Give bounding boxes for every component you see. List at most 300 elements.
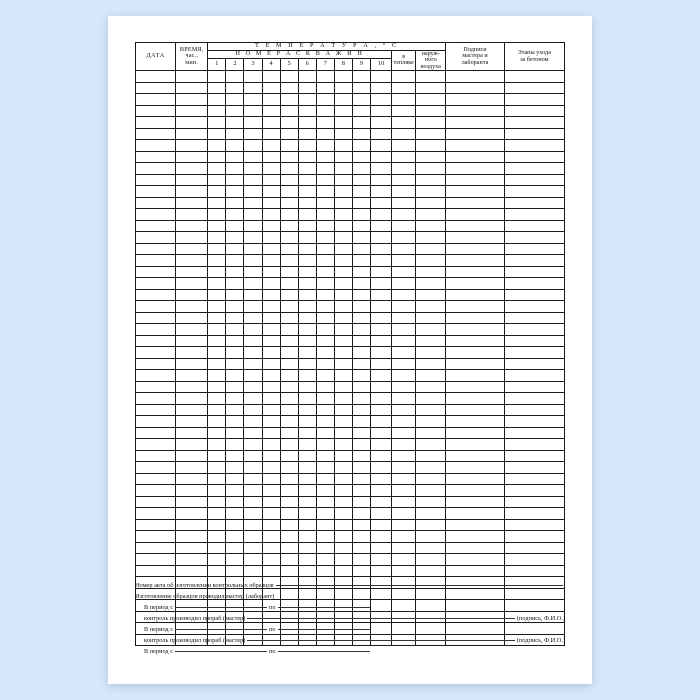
table-cell[interactable] [280, 312, 298, 324]
table-cell[interactable] [352, 105, 370, 117]
table-cell[interactable] [371, 531, 392, 543]
table-cell[interactable] [208, 312, 226, 324]
table-cell[interactable] [416, 393, 446, 405]
table-cell[interactable] [298, 508, 316, 520]
table-cell[interactable] [316, 82, 334, 94]
table-cell[interactable] [262, 473, 280, 485]
table-cell[interactable] [176, 151, 208, 163]
table-cell[interactable] [446, 151, 504, 163]
table-cell[interactable] [316, 289, 334, 301]
table-cell[interactable] [334, 301, 352, 313]
table-cell[interactable] [208, 439, 226, 451]
table-cell[interactable] [334, 128, 352, 140]
table-cell[interactable] [392, 381, 416, 393]
table-cell[interactable] [446, 439, 504, 451]
table-cell[interactable] [226, 278, 244, 290]
table-cell[interactable] [371, 565, 392, 577]
table-cell[interactable] [316, 232, 334, 244]
table-cell[interactable] [334, 554, 352, 566]
table-cell[interactable] [446, 163, 504, 175]
table-cell[interactable] [446, 393, 504, 405]
table-cell[interactable] [208, 485, 226, 497]
table-cell[interactable] [371, 82, 392, 94]
table-cell[interactable] [244, 324, 262, 336]
table-cell[interactable] [208, 278, 226, 290]
table-cell[interactable] [334, 209, 352, 221]
table-cell[interactable] [226, 94, 244, 106]
table-cell[interactable] [371, 278, 392, 290]
table-cell[interactable] [176, 485, 208, 497]
table-cell[interactable] [208, 462, 226, 474]
table-cell[interactable] [352, 220, 370, 232]
table-cell[interactable] [334, 151, 352, 163]
table-cell[interactable] [176, 462, 208, 474]
table-cell[interactable] [298, 450, 316, 462]
table-cell[interactable] [244, 347, 262, 359]
table-cell[interactable] [280, 105, 298, 117]
table-cell[interactable] [176, 220, 208, 232]
table-cell[interactable] [136, 416, 176, 428]
table-cell[interactable] [136, 496, 176, 508]
table-cell[interactable] [446, 209, 504, 221]
table-cell[interactable] [262, 485, 280, 497]
table-cell[interactable] [280, 266, 298, 278]
table-cell[interactable] [446, 266, 504, 278]
table-cell[interactable] [208, 94, 226, 106]
table-cell[interactable] [352, 519, 370, 531]
table-cell[interactable] [298, 485, 316, 497]
table-cell[interactable] [334, 255, 352, 267]
table-cell[interactable] [226, 312, 244, 324]
table-cell[interactable] [280, 243, 298, 255]
table-cell[interactable] [262, 174, 280, 186]
table-cell[interactable] [280, 151, 298, 163]
table-cell[interactable] [352, 163, 370, 175]
table-cell[interactable] [392, 370, 416, 382]
table-cell[interactable] [280, 554, 298, 566]
table-cell[interactable] [352, 324, 370, 336]
table-cell[interactable] [280, 140, 298, 152]
table-cell[interactable] [298, 324, 316, 336]
table-cell[interactable] [392, 117, 416, 129]
table-cell[interactable] [416, 554, 446, 566]
table-cell[interactable] [504, 416, 564, 428]
table-cell[interactable] [504, 209, 564, 221]
table-cell[interactable] [316, 485, 334, 497]
table-cell[interactable] [392, 347, 416, 359]
table-cell[interactable] [208, 301, 226, 313]
table-cell[interactable] [280, 82, 298, 94]
table-cell[interactable] [371, 266, 392, 278]
table-cell[interactable] [262, 312, 280, 324]
table-cell[interactable] [280, 278, 298, 290]
table-cell[interactable] [504, 370, 564, 382]
table-cell[interactable] [416, 128, 446, 140]
table-cell[interactable] [371, 462, 392, 474]
table-cell[interactable] [136, 542, 176, 554]
table-cell[interactable] [504, 450, 564, 462]
table-cell[interactable] [226, 462, 244, 474]
table-cell[interactable] [446, 462, 504, 474]
table-cell[interactable] [416, 312, 446, 324]
table-cell[interactable] [262, 324, 280, 336]
table-cell[interactable] [446, 243, 504, 255]
table-cell[interactable] [504, 404, 564, 416]
table-cell[interactable] [371, 347, 392, 359]
table-cell[interactable] [334, 370, 352, 382]
table-cell[interactable] [371, 105, 392, 117]
table-cell[interactable] [176, 450, 208, 462]
table-cell[interactable] [226, 404, 244, 416]
table-cell[interactable] [371, 439, 392, 451]
table-cell[interactable] [280, 117, 298, 129]
table-cell[interactable] [392, 496, 416, 508]
table-cell[interactable] [371, 289, 392, 301]
table-cell[interactable] [416, 255, 446, 267]
table-cell[interactable] [226, 508, 244, 520]
table-cell[interactable] [262, 266, 280, 278]
table-cell[interactable] [226, 393, 244, 405]
table-cell[interactable] [416, 266, 446, 278]
table-cell[interactable] [416, 416, 446, 428]
table-cell[interactable] [262, 393, 280, 405]
table-cell[interactable] [416, 243, 446, 255]
table-cell[interactable] [334, 105, 352, 117]
table-cell[interactable] [244, 220, 262, 232]
table-cell[interactable] [298, 140, 316, 152]
table-cell[interactable] [334, 278, 352, 290]
table-cell[interactable] [416, 82, 446, 94]
table-cell[interactable] [244, 531, 262, 543]
table-cell[interactable] [244, 358, 262, 370]
table-cell[interactable] [208, 335, 226, 347]
table-cell[interactable] [371, 416, 392, 428]
table-cell[interactable] [316, 105, 334, 117]
table-cell[interactable] [176, 324, 208, 336]
table-cell[interactable] [136, 393, 176, 405]
table-cell[interactable] [262, 565, 280, 577]
table-cell[interactable] [262, 404, 280, 416]
table-cell[interactable] [136, 232, 176, 244]
table-cell[interactable] [244, 105, 262, 117]
table-cell[interactable] [298, 531, 316, 543]
table-cell[interactable] [298, 209, 316, 221]
table-cell[interactable] [446, 554, 504, 566]
table-cell[interactable] [280, 439, 298, 451]
table-cell[interactable] [176, 278, 208, 290]
table-cell[interactable] [280, 347, 298, 359]
table-cell[interactable] [416, 450, 446, 462]
table-cell[interactable] [298, 301, 316, 313]
table-cell[interactable] [208, 450, 226, 462]
table-cell[interactable] [244, 335, 262, 347]
table-cell[interactable] [136, 531, 176, 543]
table-cell[interactable] [316, 312, 334, 324]
table-cell[interactable] [298, 519, 316, 531]
table-cell[interactable] [504, 289, 564, 301]
table-cell[interactable] [504, 554, 564, 566]
table-cell[interactable] [244, 128, 262, 140]
table-cell[interactable] [392, 324, 416, 336]
table-cell[interactable] [446, 473, 504, 485]
table-cell[interactable] [280, 358, 298, 370]
table-cell[interactable] [280, 71, 298, 83]
table-cell[interactable] [334, 186, 352, 198]
table-cell[interactable] [136, 485, 176, 497]
table-cell[interactable] [136, 151, 176, 163]
table-cell[interactable] [226, 485, 244, 497]
table-cell[interactable] [352, 358, 370, 370]
table-cell[interactable] [176, 94, 208, 106]
table-cell[interactable] [176, 289, 208, 301]
table-cell[interactable] [334, 485, 352, 497]
table-cell[interactable] [371, 427, 392, 439]
table-cell[interactable] [316, 324, 334, 336]
note-period-2-from-field[interactable] [175, 629, 267, 630]
table-cell[interactable] [244, 94, 262, 106]
table-cell[interactable] [316, 301, 334, 313]
table-cell[interactable] [316, 358, 334, 370]
table-cell[interactable] [280, 370, 298, 382]
table-cell[interactable] [352, 151, 370, 163]
table-cell[interactable] [136, 473, 176, 485]
table-cell[interactable] [244, 404, 262, 416]
table-cell[interactable] [392, 462, 416, 474]
table-cell[interactable] [136, 312, 176, 324]
table-cell[interactable] [392, 128, 416, 140]
table-cell[interactable] [262, 508, 280, 520]
table-cell[interactable] [504, 278, 564, 290]
table-cell[interactable] [504, 151, 564, 163]
table-cell[interactable] [446, 335, 504, 347]
table-cell[interactable] [208, 565, 226, 577]
table-cell[interactable] [280, 473, 298, 485]
table-cell[interactable] [176, 381, 208, 393]
table-cell[interactable] [392, 519, 416, 531]
table-cell[interactable] [280, 450, 298, 462]
table-cell[interactable] [316, 347, 334, 359]
table-cell[interactable] [504, 462, 564, 474]
table-cell[interactable] [504, 94, 564, 106]
table-cell[interactable] [416, 151, 446, 163]
table-cell[interactable] [226, 565, 244, 577]
table-cell[interactable] [208, 209, 226, 221]
table-cell[interactable] [280, 255, 298, 267]
table-cell[interactable] [504, 485, 564, 497]
note-period-1-from-field[interactable] [175, 607, 267, 608]
table-cell[interactable] [392, 278, 416, 290]
table-cell[interactable] [298, 255, 316, 267]
table-cell[interactable] [262, 82, 280, 94]
table-cell[interactable] [244, 542, 262, 554]
table-cell[interactable] [280, 404, 298, 416]
table-cell[interactable] [226, 266, 244, 278]
table-cell[interactable] [298, 197, 316, 209]
table-cell[interactable] [226, 128, 244, 140]
table-cell[interactable] [298, 358, 316, 370]
table-cell[interactable] [208, 473, 226, 485]
table-cell[interactable] [298, 404, 316, 416]
table-cell[interactable] [334, 404, 352, 416]
table-cell[interactable] [136, 266, 176, 278]
table-cell[interactable] [136, 220, 176, 232]
table-cell[interactable] [176, 542, 208, 554]
table-cell[interactable] [136, 209, 176, 221]
table-cell[interactable] [316, 335, 334, 347]
table-cell[interactable] [136, 324, 176, 336]
table-cell[interactable] [334, 140, 352, 152]
table-cell[interactable] [280, 301, 298, 313]
note-period-3-from-field[interactable] [175, 651, 267, 652]
table-cell[interactable] [446, 370, 504, 382]
table-cell[interactable] [208, 151, 226, 163]
table-cell[interactable] [416, 473, 446, 485]
table-cell[interactable] [392, 301, 416, 313]
table-cell[interactable] [298, 71, 316, 83]
table-cell[interactable] [244, 565, 262, 577]
table-cell[interactable] [371, 174, 392, 186]
table-cell[interactable] [226, 301, 244, 313]
table-cell[interactable] [298, 370, 316, 382]
table-cell[interactable] [416, 197, 446, 209]
table-cell[interactable] [504, 186, 564, 198]
note-period-3-to-field[interactable] [278, 651, 370, 652]
table-cell[interactable] [280, 289, 298, 301]
table-cell[interactable] [136, 255, 176, 267]
table-cell[interactable] [446, 105, 504, 117]
table-cell[interactable] [136, 554, 176, 566]
table-cell[interactable] [504, 255, 564, 267]
table-cell[interactable] [136, 140, 176, 152]
table-cell[interactable] [176, 335, 208, 347]
table-cell[interactable] [226, 289, 244, 301]
table-cell[interactable] [262, 358, 280, 370]
table-cell[interactable] [334, 232, 352, 244]
table-cell[interactable] [316, 278, 334, 290]
table-cell[interactable] [298, 347, 316, 359]
table-cell[interactable] [504, 220, 564, 232]
table-cell[interactable] [392, 427, 416, 439]
table-cell[interactable] [262, 220, 280, 232]
table-cell[interactable] [226, 255, 244, 267]
table-cell[interactable] [298, 542, 316, 554]
table-cell[interactable] [208, 347, 226, 359]
table-cell[interactable] [176, 266, 208, 278]
table-cell[interactable] [298, 151, 316, 163]
table-cell[interactable] [446, 450, 504, 462]
table-cell[interactable] [226, 163, 244, 175]
table-cell[interactable] [262, 462, 280, 474]
table-cell[interactable] [416, 71, 446, 83]
table-cell[interactable] [416, 232, 446, 244]
table-cell[interactable] [226, 186, 244, 198]
table-cell[interactable] [226, 151, 244, 163]
table-cell[interactable] [226, 324, 244, 336]
table-cell[interactable] [208, 531, 226, 543]
table-cell[interactable] [316, 508, 334, 520]
table-cell[interactable] [316, 531, 334, 543]
table-cell[interactable] [392, 255, 416, 267]
table-cell[interactable] [226, 197, 244, 209]
table-cell[interactable] [280, 508, 298, 520]
table-cell[interactable] [392, 450, 416, 462]
table-cell[interactable] [226, 496, 244, 508]
table-cell[interactable] [136, 301, 176, 313]
table-cell[interactable] [446, 531, 504, 543]
table-cell[interactable] [334, 243, 352, 255]
table-cell[interactable] [316, 174, 334, 186]
table-cell[interactable] [392, 197, 416, 209]
table-cell[interactable] [504, 542, 564, 554]
table-cell[interactable] [208, 393, 226, 405]
table-cell[interactable] [136, 462, 176, 474]
table-cell[interactable] [504, 105, 564, 117]
table-cell[interactable] [226, 209, 244, 221]
table-cell[interactable] [334, 220, 352, 232]
table-cell[interactable] [280, 232, 298, 244]
table-cell[interactable] [392, 393, 416, 405]
table-cell[interactable] [298, 163, 316, 175]
table-cell[interactable] [262, 94, 280, 106]
table-cell[interactable] [334, 531, 352, 543]
table-cell[interactable] [416, 531, 446, 543]
table-cell[interactable] [244, 151, 262, 163]
table-cell[interactable] [262, 140, 280, 152]
table-cell[interactable] [316, 117, 334, 129]
table-cell[interactable] [352, 393, 370, 405]
table-cell[interactable] [446, 186, 504, 198]
table-cell[interactable] [298, 94, 316, 106]
table-cell[interactable] [392, 416, 416, 428]
table-cell[interactable] [226, 450, 244, 462]
table-cell[interactable] [262, 427, 280, 439]
table-cell[interactable] [504, 243, 564, 255]
table-cell[interactable] [352, 416, 370, 428]
table-cell[interactable] [298, 554, 316, 566]
table-cell[interactable] [176, 554, 208, 566]
table-cell[interactable] [352, 427, 370, 439]
table-cell[interactable] [352, 71, 370, 83]
note-controller-2-field[interactable] [247, 640, 514, 641]
table-cell[interactable] [280, 531, 298, 543]
table-cell[interactable] [316, 496, 334, 508]
table-cell[interactable] [136, 82, 176, 94]
table-cell[interactable] [280, 163, 298, 175]
table-cell[interactable] [392, 220, 416, 232]
table-cell[interactable] [392, 151, 416, 163]
table-cell[interactable] [371, 197, 392, 209]
table-cell[interactable] [334, 312, 352, 324]
table-cell[interactable] [352, 140, 370, 152]
table-cell[interactable] [504, 312, 564, 324]
table-cell[interactable] [244, 427, 262, 439]
table-cell[interactable] [136, 289, 176, 301]
table-cell[interactable] [316, 370, 334, 382]
table-cell[interactable] [244, 473, 262, 485]
table-cell[interactable] [316, 128, 334, 140]
table-cell[interactable] [371, 312, 392, 324]
table-cell[interactable] [280, 128, 298, 140]
table-cell[interactable] [136, 128, 176, 140]
table-cell[interactable] [446, 94, 504, 106]
table-cell[interactable] [352, 554, 370, 566]
table-cell[interactable] [416, 404, 446, 416]
table-cell[interactable] [371, 508, 392, 520]
table-cell[interactable] [446, 312, 504, 324]
table-cell[interactable] [226, 427, 244, 439]
table-cell[interactable] [244, 393, 262, 405]
table-cell[interactable] [176, 128, 208, 140]
